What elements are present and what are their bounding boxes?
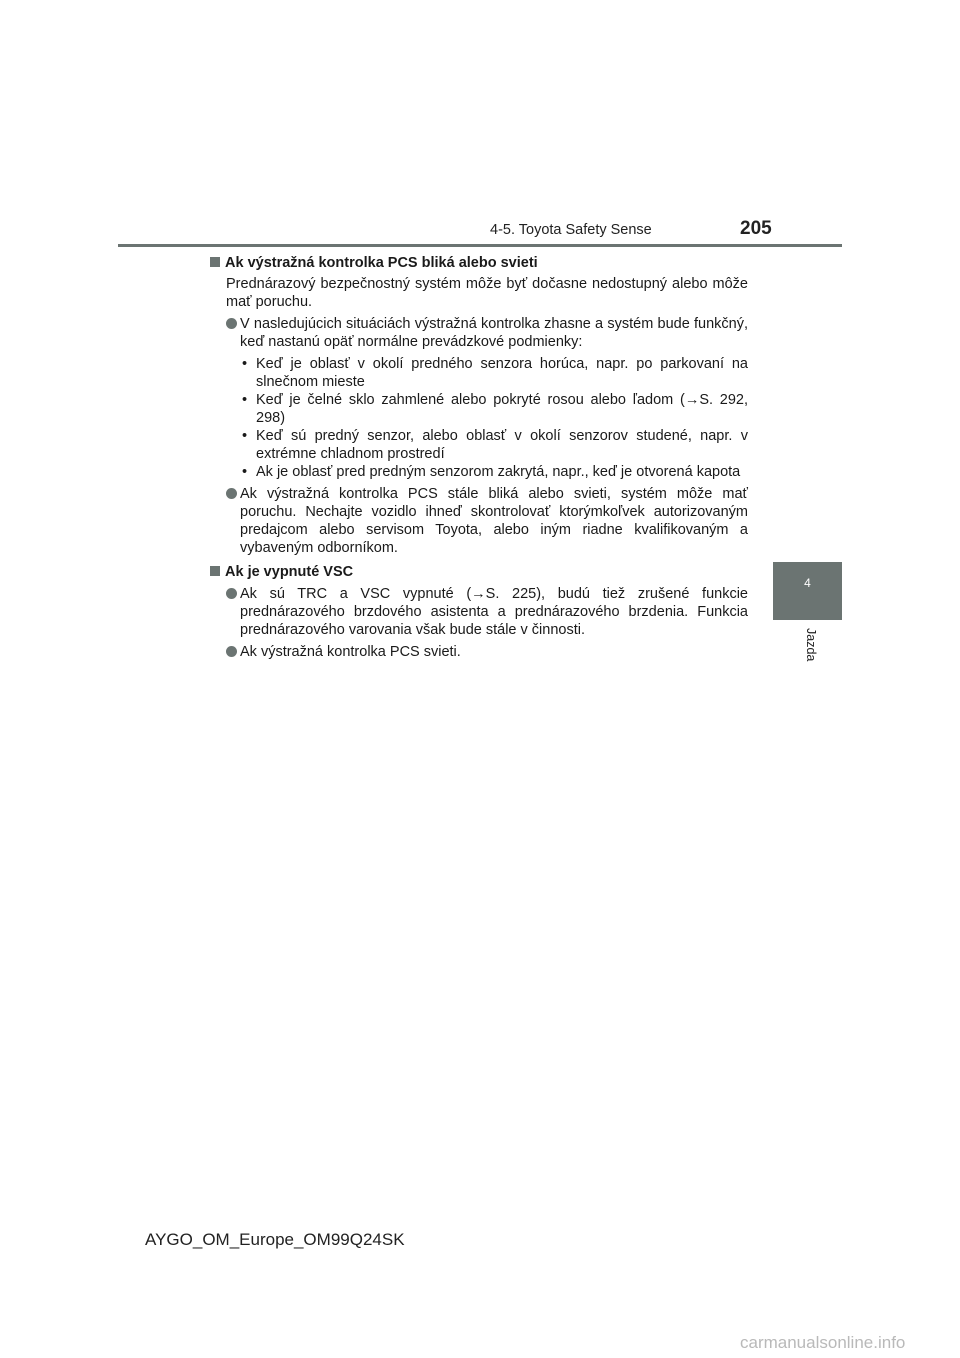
sub-bullet-text: Keď je čelné sklo zahmlené alebo pokryté rosou alebo ľadom (→S. 292, 298) bbox=[256, 392, 748, 426]
circle-bullet-icon bbox=[226, 488, 237, 499]
list-item-text: Ak výstražná kontrolka PCS svieti. bbox=[240, 644, 461, 660]
header-divider bbox=[118, 244, 842, 247]
section-heading-text: Ak výstražná kontrolka PCS bliká alebo svieti bbox=[225, 255, 538, 271]
list-item bbox=[226, 585, 748, 639]
section-heading-text: Ak je vypnuté VSC bbox=[225, 564, 354, 580]
list-item bbox=[226, 643, 748, 661]
circle-bullet-icon bbox=[226, 318, 237, 329]
chapter-tab bbox=[773, 562, 842, 620]
list-item-text: Ak sú TRC a VSC vypnuté (→S. 225), budú tiež zrušené funkcie prednárazového brzdového asistenta a prednárazového brzdenia. Funkcia prednárazového varovania však bude stále v činnosti. bbox=[240, 586, 748, 638]
section-intro: Prednárazový bezpečnostný systém môže byť dočasne nedostupný alebo môže mať poruchu. bbox=[226, 276, 748, 310]
section-title: 4-5. Toyota Safety Sense bbox=[490, 222, 652, 238]
sub-bullet-item bbox=[242, 355, 748, 391]
section-pcs-warning bbox=[210, 254, 748, 557]
section-heading bbox=[210, 563, 748, 581]
sub-bullet-item bbox=[242, 391, 748, 427]
section-heading bbox=[210, 254, 748, 272]
list-item-text: V nasledujúcich situáciách výstražná kontrolka zhasne a systém bude funkčný, keď nastanú opäť normálne prevádzkové podmienky: bbox=[240, 316, 748, 350]
list-item-text: Ak výstražná kontrolka PCS stále bliká alebo svieti, systém môže mať poruchu. Nechajte vozidlo ihneď skontrolovať ktorýmkoľvek autorizovaným predajcom alebo servisom Toyota, alebo iným riadne kvalifikovaným a vybaveným odborníkom. bbox=[240, 486, 748, 556]
page-number: 205 bbox=[740, 218, 772, 239]
sub-bullet-item bbox=[242, 463, 748, 481]
sub-bullet-list bbox=[242, 355, 748, 481]
page-content bbox=[210, 254, 748, 661]
section-vsc-off bbox=[210, 563, 748, 661]
dot-bullet-icon: • bbox=[242, 428, 248, 444]
document-id: AYGO_OM_Europe_OM99Q24SK bbox=[145, 1230, 405, 1249]
list-item bbox=[226, 485, 748, 557]
chapter-tab-label: Jazda bbox=[804, 628, 818, 662]
circle-bullet-icon bbox=[226, 588, 237, 599]
sub-bullet-text: Ak je oblasť pred predným senzorom zakrytá, napr., keď je otvorená kapota bbox=[256, 464, 741, 480]
list-item bbox=[226, 315, 748, 351]
dot-bullet-icon: • bbox=[242, 464, 248, 480]
chapter-tab-number: 4 bbox=[804, 576, 811, 590]
sub-bullet-text: Keď sú predný senzor, alebo oblasť v okolí senzorov studené, napr. v extrémne chladnom prostredí bbox=[256, 428, 748, 462]
circle-bullet-icon bbox=[226, 646, 237, 657]
watermark: carmanualsonline.info bbox=[740, 1333, 906, 1352]
sub-bullet-item bbox=[242, 427, 748, 463]
square-bullet-icon bbox=[210, 257, 220, 267]
sub-bullet-text: Keď je oblasť v okolí predného senzora horúca, napr. po parkovaní na slnečnom mieste bbox=[256, 356, 748, 390]
dot-bullet-icon: • bbox=[242, 356, 248, 372]
dot-bullet-icon: • bbox=[242, 392, 248, 408]
square-bullet-icon bbox=[210, 566, 220, 576]
